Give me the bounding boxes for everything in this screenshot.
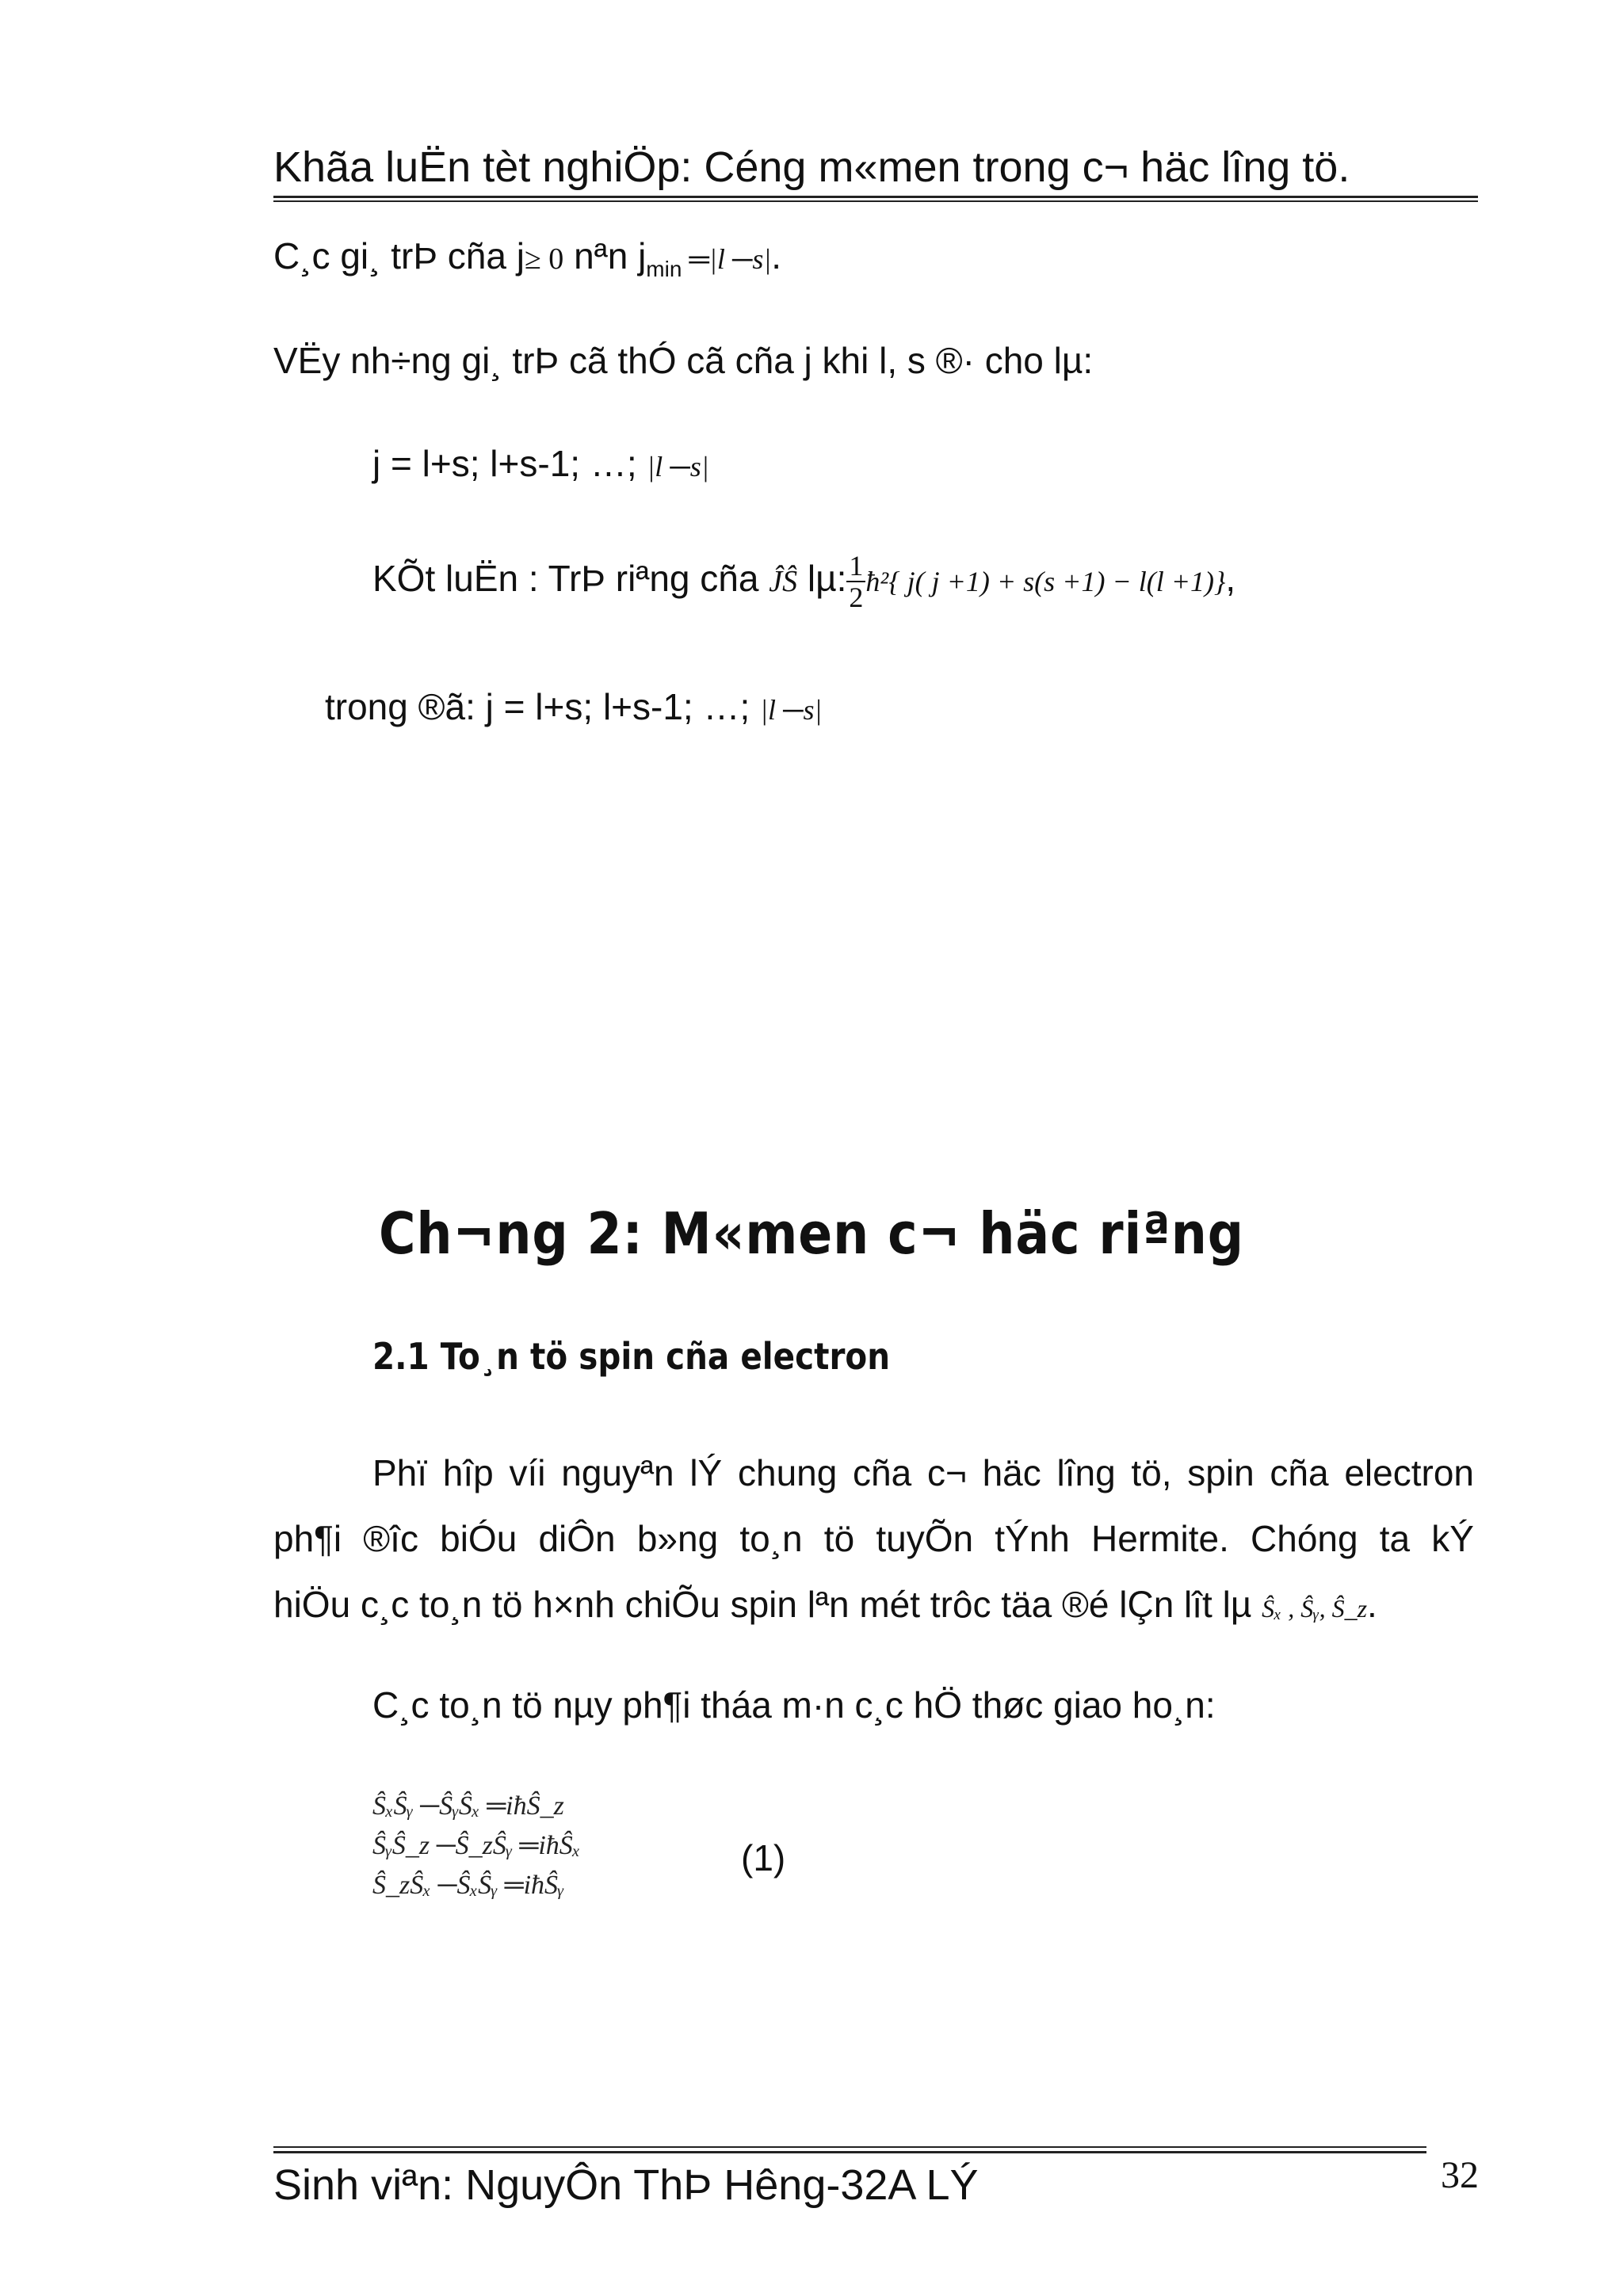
line1-mid: nªn j	[563, 235, 647, 277]
line4-math: ħ²{ j( j +1) + s(s +1) − l(l +1)}	[865, 566, 1226, 598]
fraction-denominator: 2	[849, 582, 864, 613]
line1-sub: min	[646, 257, 682, 282]
line4-end: ,	[1225, 558, 1236, 600]
line4-text: KÕt luËn : TrÞ riªng cña	[372, 558, 769, 600]
equation-number: (1)	[741, 1837, 786, 1878]
body-line-3	[372, 442, 709, 486]
body-line-4	[372, 551, 1235, 612]
line3-math: |l ─s|	[647, 451, 709, 482]
page-number: 32	[1441, 2154, 1479, 2196]
section-heading: 2.1 To¸n tö spin cña electron	[372, 1335, 891, 1378]
paragraph-line-2: ph¶i ®îc biÓu diÔn b»ng to¸n tö tuyÕn tÝnh Hermite. Chóng ta kÝ	[273, 1518, 1474, 1559]
footer-rule-top	[273, 2146, 1426, 2148]
header-rule-top	[273, 196, 1478, 198]
line5-math: |l ─s|	[760, 694, 823, 726]
footer-author: Sinh viªn: NguyÔn ThÞ Hêng-32A LÝ	[273, 2161, 979, 2209]
paragraph-line-3-end: .	[1367, 1584, 1377, 1625]
line1-math: ═|l ─s|	[682, 243, 772, 275]
line4-mid: lµ:	[797, 558, 847, 600]
equation-1: ŜₓŜᵧ ─ŜᵧŜₓ ═iħŜ_z	[372, 1791, 564, 1821]
line1-end: .	[771, 235, 782, 277]
equation-2: ŜᵧŜ_z ─Ŝ_zŜᵧ ═iħŜₓ	[372, 1831, 581, 1860]
line5-text: trong ®ã: j = l+s; l+s-1; …;	[325, 686, 761, 727]
line1-text: C¸c gi¸ trÞ cña j	[273, 235, 525, 277]
one-half-fraction	[846, 551, 865, 612]
body-line-1	[273, 235, 781, 283]
paragraph-spin-operator	[273, 1440, 1474, 1642]
paragraph-line-3-text: hiÖu c¸c to¸n tö h×nh chiÕu spin lªn mét trôc täa ®é lÇn lît lµ	[273, 1584, 1262, 1625]
line1-ge: ≥ 0	[524, 242, 564, 276]
paragraph-line-3	[273, 1572, 1474, 1642]
equation-3: Ŝ_zŜₓ ─ŜₓŜᵧ ═iħŜᵧ	[372, 1871, 564, 1900]
body-line-5	[325, 685, 822, 729]
footer-rule-bottom	[273, 2151, 1426, 2153]
commutation-equations	[372, 1787, 580, 1905]
fraction-numerator: 1	[846, 551, 865, 582]
page-header-title: Khãa luËn tèt nghiÖp: Céng m«men trong c¬ häc lîng tö.	[273, 143, 1350, 191]
chapter-title: Ch¬ng 2: M«men c¬ häc riªng	[379, 1200, 1244, 1267]
line4-operator: ĴŜ	[769, 565, 798, 599]
paragraph-line-1: Phï hîp víi nguyªn lÝ chung cña c¬ häc lîng tö, spin cña electron	[372, 1452, 1474, 1493]
line3-text: j = l+s; l+s-1; …;	[372, 443, 647, 484]
header-rule-bottom	[273, 200, 1478, 202]
spin-operators-math: Ŝₓ , Ŝᵧ, Ŝ_z	[1262, 1594, 1368, 1623]
body-line-2: VËy nh÷ng gi¸ trÞ cã thÓ cã cña j khi l, s ®· cho lµ:	[273, 340, 1094, 381]
paragraph-commutation-intro: C¸c to¸n tö nµy ph¶i tháa m·n c¸c hÖ thøc giao ho¸n:	[372, 1684, 1216, 1726]
